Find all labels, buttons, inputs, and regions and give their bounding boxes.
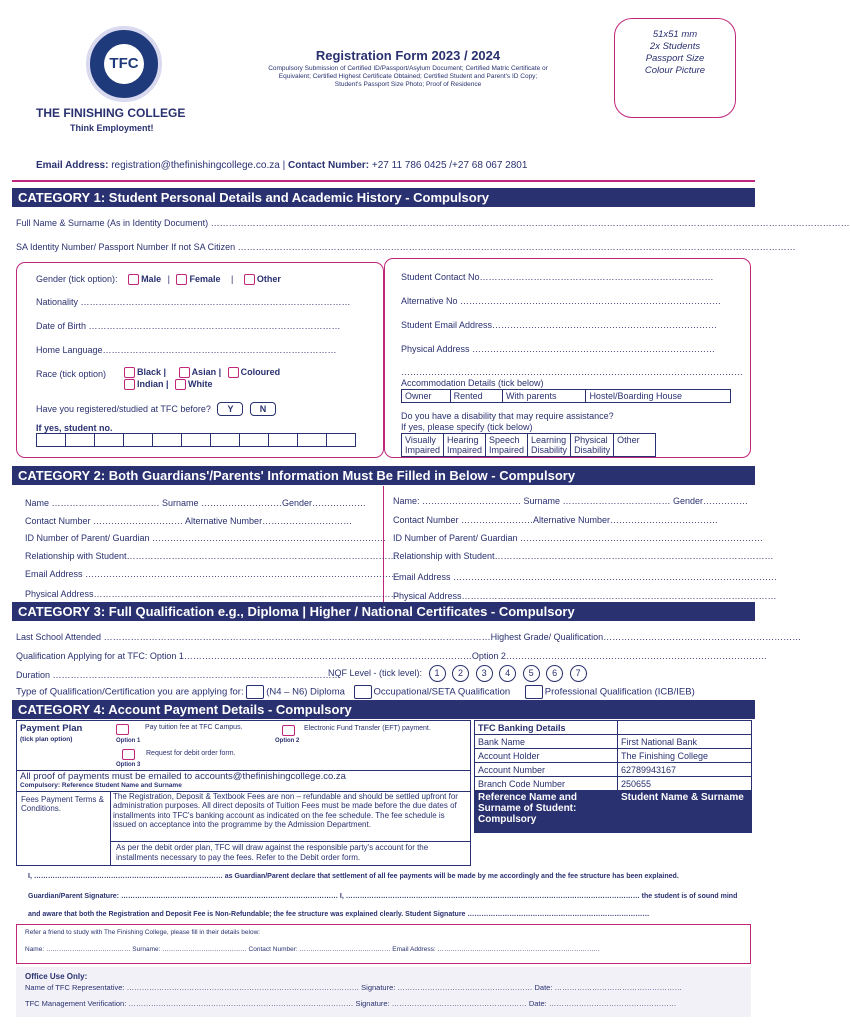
race-row-1 bbox=[124, 367, 280, 378]
seta-checkbox[interactable] bbox=[354, 685, 372, 699]
student-email-field[interactable]: Student Email Address………………………………………………………………… bbox=[401, 320, 718, 330]
email-label: Email Address: bbox=[36, 160, 109, 171]
race-row-2 bbox=[124, 379, 213, 390]
indian-checkbox[interactable] bbox=[124, 379, 135, 390]
disability-other[interactable] bbox=[614, 434, 656, 457]
account-number-value: 62789943167 bbox=[618, 763, 752, 777]
college-name: THE FINISHING COLLEGE bbox=[36, 106, 186, 120]
proof-of-payment-note: All proof of payments must be emailed to accounts@thefinishingcollege.co.za bbox=[20, 771, 346, 782]
nqf-level-3[interactable]: 3 bbox=[476, 665, 493, 682]
option-1-label: Option 1 bbox=[116, 738, 141, 744]
disability-learning-l1: Learning bbox=[531, 435, 567, 445]
option-3-label: Option 3 bbox=[116, 762, 141, 768]
reference-label: Reference Name and Surname of Student: Compulsory bbox=[475, 791, 618, 833]
photo-count: 2x Students bbox=[649, 41, 701, 52]
nqf-level-7[interactable]: 7 bbox=[570, 665, 587, 682]
option-3-text: Request for debit order form. bbox=[146, 750, 236, 757]
disability-hearing[interactable] bbox=[444, 434, 486, 457]
black-checkbox[interactable] bbox=[124, 367, 135, 378]
option-1-checkbox[interactable] bbox=[116, 724, 129, 735]
accommodation-label: Accommodation Details (tick below) bbox=[401, 378, 544, 388]
last-school-field[interactable]: Last School Attended …………………………………………………………………………………………………………………Highest Grade/ Qualification………………………………………………………… bbox=[16, 632, 802, 642]
male-label: Male bbox=[141, 274, 162, 284]
guardian2-contact-field[interactable]: Contact Number ……………………Alternative Number……………………………… bbox=[393, 515, 719, 525]
contact-number-2: /+27 68 067 2801 bbox=[449, 160, 528, 171]
guardian1-relationship-field[interactable]: Relationship with Student……………………………………………………………………………… bbox=[25, 551, 397, 561]
debit-order-text: As per the debit order plan, TFC will draw against the responsible party's account for the installments necessary to pay the fees. Refer to the Debit order form. bbox=[116, 843, 429, 862]
payment-plan-label: Payment Plan bbox=[20, 723, 83, 734]
nqf-level-4[interactable]: 4 bbox=[499, 665, 516, 682]
disability-visual[interactable] bbox=[402, 434, 444, 457]
accom-parents[interactable]: With parents bbox=[502, 390, 586, 403]
option-2-label: Option 2 bbox=[275, 738, 300, 744]
subtitle-line-2: Equivalent; Certified Highest Certificate Obtained; Certified Student and Parent's ID Copy; bbox=[278, 73, 538, 80]
branch-code-value: 250655 bbox=[618, 777, 752, 791]
indian-label: Indian | bbox=[137, 379, 169, 389]
n4-n6-checkbox[interactable] bbox=[246, 685, 264, 699]
student-no-boxes[interactable] bbox=[36, 433, 356, 447]
guardian1-name-field[interactable]: Name ……………………………… Surname ………………………Gender……………… bbox=[25, 498, 367, 508]
gender-row bbox=[36, 274, 281, 285]
category-4-heading: CATEGORY 4: Account Payment Details - Compulsory bbox=[12, 700, 755, 719]
guardian2-address-field[interactable]: Physical Address…………………………………………………………………………………………… bbox=[393, 591, 777, 601]
option-2-text: Electronic Fund Transfer (EFT) payment. bbox=[304, 725, 431, 732]
qualification-type-row bbox=[16, 685, 695, 699]
office-rep-line[interactable]: Name of TFC Representative: ………………………………………………………………………………… Signature: ……………………………………………… Date: …………………………………………… bbox=[25, 983, 683, 992]
accom-rented[interactable]: Rented bbox=[450, 390, 502, 403]
disability-learning[interactable] bbox=[528, 434, 571, 457]
disability-speech-l1: Speech bbox=[489, 435, 520, 445]
option-1-text: Pay tuition fee at TFC Campus. bbox=[145, 724, 243, 731]
disability-speech-l2: Impaired bbox=[489, 445, 525, 455]
fees-terms-label: Fees Payment Terms & Conditions. bbox=[21, 795, 104, 813]
disability-hearing-l1: Hearing bbox=[447, 435, 479, 445]
option-3-checkbox[interactable] bbox=[122, 749, 135, 760]
disability-question: Do you have a disability that may require assistance? bbox=[401, 411, 614, 421]
guardian1-contact-field[interactable]: Contact Number ………………………… Alternative Number………………………… bbox=[25, 516, 353, 526]
gender-separator: | bbox=[167, 274, 170, 284]
disability-physical-l1: Physical bbox=[574, 435, 608, 445]
logo-text: TFC bbox=[104, 44, 144, 84]
registered-question: Have you registered/studied at TFC before? bbox=[36, 404, 211, 414]
seta-label: Occupational/SETA Qualification bbox=[373, 686, 511, 698]
gender-label: Gender (tick option): bbox=[36, 274, 118, 284]
college-tagline: Think Employment! bbox=[70, 123, 154, 133]
white-checkbox[interactable] bbox=[175, 379, 186, 390]
office-use-box bbox=[16, 967, 751, 1017]
bank-title: TFC Banking Details bbox=[475, 721, 618, 735]
reference-value: Student Name & Surname bbox=[618, 791, 752, 833]
bank-name-value: First National Bank bbox=[618, 735, 752, 749]
fees-terms-text: The Registration, Deposit & Textbook Fees are non – refundable and should be settled upfront for administration purposes. All direct deposits of Tuition Fees must be made before the due dates of installments into TFC's banking account as indicated on the fee schedule. The fee schedule is issued on acceptance into the programme by the Admission Department. bbox=[113, 792, 458, 830]
guardian1-id-field[interactable]: ID Number of Parent/ Guardian …………………………………………………………………… bbox=[25, 533, 387, 543]
option-2-checkbox[interactable] bbox=[282, 725, 295, 736]
subtitle-line-1: Compulsory Submission of Certified ID/Passport/Asylum Document; Certified Matric Certificate or bbox=[268, 65, 548, 72]
student-no-label: If yes, student no. bbox=[36, 423, 113, 433]
referral-intro: Refer a friend to study with The Finishing College, please fill in their details below: bbox=[25, 929, 261, 936]
no-box[interactable]: N bbox=[250, 402, 276, 416]
declaration-line-3[interactable]: and aware that both the Registration and Deposit Fee is Non-Refundable; the fee structure was explained clearly. Student Signature …………………………………………………………………… bbox=[28, 911, 650, 918]
account-holder-value: The Finishing College bbox=[618, 749, 752, 763]
subtitle-line-3: Student's Passport Size Photo; Proof of Residence bbox=[334, 81, 482, 88]
coloured-checkbox[interactable] bbox=[228, 367, 239, 378]
referral-fields[interactable]: Name: ………………………………… Surname: ………………………………… Contact Number: …………………………………… Email Address: ………………………………………………………………… bbox=[25, 946, 600, 953]
photo-colour: Colour Picture bbox=[644, 65, 706, 76]
office-use-title: Office Use Only: bbox=[25, 972, 88, 981]
white-label: White bbox=[188, 379, 213, 389]
id-number-field[interactable]: SA Identity Number/ Passport Number If not SA Citizen …………………………………………………………………………………………………………………………………………………………………… bbox=[16, 242, 796, 252]
branch-code-label: Branch Code Number bbox=[475, 777, 618, 791]
dob-field[interactable]: Date of Birth ………………………………………………………………………… bbox=[36, 321, 341, 331]
home-language-field[interactable]: Home Language…………………………………………………………………… bbox=[36, 345, 337, 355]
disability-physical[interactable] bbox=[571, 434, 614, 457]
account-holder-label: Account Holder bbox=[475, 749, 618, 763]
n4-n6-label: (N4 – N6) Diploma bbox=[266, 686, 345, 698]
disability-speech[interactable] bbox=[486, 434, 528, 457]
office-verification-line[interactable]: TFC Management Verification: ……………………………………………………………………………… Signature: ……………………………………………… Date: …………………………………………… bbox=[25, 999, 677, 1008]
disability-specify: If yes, please specify (tick below) bbox=[401, 422, 533, 432]
nqf-level-5[interactable]: 5 bbox=[523, 665, 540, 682]
nqf-label: NQF Level - (tick level): bbox=[328, 668, 423, 678]
other-label: Other bbox=[256, 274, 281, 284]
disability-table[interactable] bbox=[401, 433, 656, 457]
guardian2-name-field[interactable]: Name: …………………………… Surname ……………………………… Gender…………… bbox=[393, 496, 749, 506]
student-contact-field[interactable]: Student Contact No…………………………………………………………………… bbox=[401, 272, 714, 282]
guardian2-relationship-field[interactable]: Relationship with Student………………………………………………………………………………… bbox=[393, 551, 774, 561]
guardian2-email-field[interactable]: Email Address ……………………………………………………………………………………………… bbox=[393, 572, 778, 582]
professional-label: Professional Qualification (ICB/IEB) bbox=[544, 686, 695, 698]
declaration-line-2[interactable]: Guardian/Parent Signature: ………………………………………………………………………………… I, ……………………………………………………………………………………………………………… the student is of sound mind bbox=[28, 893, 738, 900]
nqf-level-2[interactable]: 2 bbox=[452, 665, 469, 682]
alt-number-field[interactable]: Alternative No …………………………………………………………………………… bbox=[401, 296, 722, 306]
contact-label: Contact Number: bbox=[287, 160, 370, 171]
nqf-level-6[interactable]: 6 bbox=[546, 665, 563, 682]
category-3-heading: CATEGORY 3: Full Qualification e.g., Diploma | Higher / National Certificates - Compulsory bbox=[12, 602, 755, 621]
category-2-heading: CATEGORY 2: Both Guardians'/Parents' Information Must Be Filled in Below - Compulsory bbox=[12, 466, 755, 485]
nqf-level-1[interactable]: 1 bbox=[429, 665, 446, 682]
black-label: Black | bbox=[137, 367, 167, 377]
contact-line bbox=[36, 160, 527, 171]
male-checkbox[interactable] bbox=[128, 274, 139, 285]
nqf-row bbox=[328, 665, 587, 682]
qualification-type-label: Type of Qualification/Certification you are applying for: bbox=[16, 686, 244, 698]
qualification-apply-field[interactable]: Qualification Applying for at TFC: Option 1……………………………………………………………………………………Option 2…………………………………………………………………………… bbox=[16, 651, 767, 661]
college-logo bbox=[86, 26, 162, 102]
separator: | bbox=[282, 160, 286, 171]
compulsory-reference-note: Compulsory: Reference Student Name and Surname bbox=[20, 782, 182, 789]
disability-visual-l1: Visually bbox=[405, 435, 436, 445]
disability-learning-l2: Disability bbox=[531, 445, 568, 455]
accom-hostel[interactable]: Hostel/Boarding House bbox=[586, 390, 731, 403]
disability-visual-l2: Impaired bbox=[405, 445, 441, 455]
disability-hearing-l2: Impaired bbox=[447, 445, 483, 455]
guardian1-email-field[interactable]: Email Address …………………………………………………………………………………………… bbox=[25, 569, 401, 579]
form-title: Registration Form 2023 / 2024 bbox=[315, 48, 501, 63]
fullname-field[interactable]: Full Name & Surname (As in Identity Document) …………………………………………………………………………………………………………………………………………………………………………………………… bbox=[16, 218, 850, 228]
guardian1-address-field[interactable]: Physical Address………………………………………………………………………………………… bbox=[25, 589, 400, 599]
category-1-heading: CATEGORY 1: Student Personal Details and Academic History - Compulsory bbox=[12, 188, 755, 207]
duration-field[interactable]: Duration …………………………………………………………………………………… bbox=[16, 670, 341, 680]
race-label: Race (tick option) bbox=[36, 369, 107, 379]
yes-box[interactable]: Y bbox=[217, 402, 243, 416]
header-divider bbox=[12, 180, 755, 182]
photo-size: 51x51 mm bbox=[652, 29, 698, 40]
registered-row bbox=[36, 402, 276, 416]
professional-checkbox[interactable] bbox=[525, 685, 543, 699]
female-label: Female bbox=[189, 274, 221, 284]
accom-owner[interactable]: Owner bbox=[402, 390, 451, 403]
payment-plan-sub: (tick plan option) bbox=[20, 736, 73, 743]
banking-details-table bbox=[474, 720, 752, 833]
accommodation-table[interactable] bbox=[401, 389, 731, 403]
contact-number: +27 11 786 0425 bbox=[371, 160, 447, 171]
disability-physical-l2: Disability bbox=[574, 445, 611, 455]
gender-separator-2: | bbox=[231, 274, 234, 284]
guardian2-id-field[interactable]: ID Number of Parent/ Guardian ……………………………………………………………………… bbox=[393, 533, 764, 543]
female-checkbox[interactable] bbox=[176, 274, 187, 285]
photo-placeholder[interactable] bbox=[614, 18, 736, 118]
coloured-label: Coloured bbox=[240, 367, 281, 377]
disability-other-l1: Other bbox=[617, 435, 640, 445]
photo-type: Passport Size bbox=[645, 53, 705, 64]
physical-address-field[interactable]: Physical Address ……………………………………………………………………… bbox=[401, 344, 716, 354]
other-checkbox[interactable] bbox=[244, 274, 255, 285]
asian-checkbox[interactable] bbox=[179, 367, 190, 378]
declaration-line-1[interactable]: I, ……………………………………………………………………… as Guardian/Parent declare that settlement of all fee payments will be made by me accordingly and the fee structure has been explained. bbox=[28, 873, 679, 880]
email-link[interactable]: registration@thefinishingcollege.co.za bbox=[111, 160, 280, 171]
account-number-label: Account Number bbox=[475, 763, 618, 777]
physical-address-line-2[interactable]: …………………………………………………………………………………………………… bbox=[401, 367, 743, 377]
asian-label: Asian | bbox=[191, 367, 222, 377]
bank-name-label: Bank Name bbox=[475, 735, 618, 749]
nationality-field[interactable]: Nationality ……………………………………………………………………………… bbox=[36, 297, 351, 307]
